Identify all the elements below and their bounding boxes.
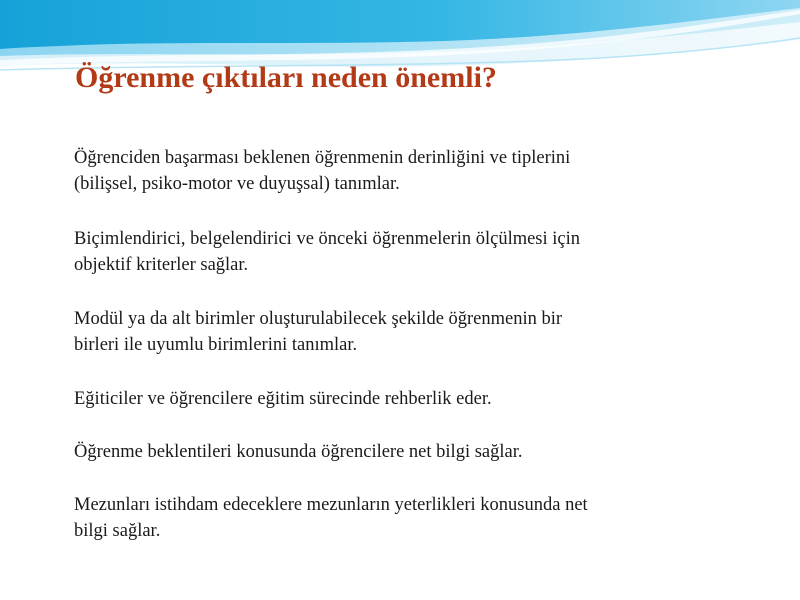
- paragraph-line: Öğrenciden başarması beklenen öğrenmenin derinliğini ve tiplerini: [74, 148, 571, 168]
- paragraph-line: Eğiticiler ve öğrencilere eğitim sürecinde rehberlik eder.: [74, 389, 492, 409]
- paragraph-line: (bilişsel, psiko-motor ve duyuşsal) tanımlar.: [74, 174, 400, 194]
- paragraph-6: [74, 492, 724, 544]
- paragraph-2: [74, 226, 724, 278]
- paragraph-line: Mezunları istihdam edeceklere mezunların yeterlikleri konusunda net: [74, 495, 588, 515]
- paragraph-4: [74, 386, 724, 412]
- paragraph-line: Biçimlendirici, belgelendirici ve önceki öğrenmelerin ölçülmesi için: [74, 229, 581, 249]
- paragraph-line: Öğrenme beklentileri konusunda öğrencilere net bilgi sağlar.: [74, 442, 523, 462]
- paragraph-line: birleri ile uyumlu birimlerini tanımlar.: [74, 335, 358, 355]
- paragraph-line: objektif kriterler sağlar.: [74, 255, 249, 275]
- paragraph-5: [74, 439, 724, 465]
- paragraph-1: [74, 145, 724, 197]
- paragraph-line: bilgi sağlar.: [74, 521, 161, 541]
- paragraph-3: [74, 306, 724, 358]
- paragraph-line: Modül ya da alt birimler oluşturulabilecek şekilde öğrenmenin bir: [74, 309, 563, 329]
- slide-title: Öğrenme çıktıları neden önemli?: [75, 61, 497, 94]
